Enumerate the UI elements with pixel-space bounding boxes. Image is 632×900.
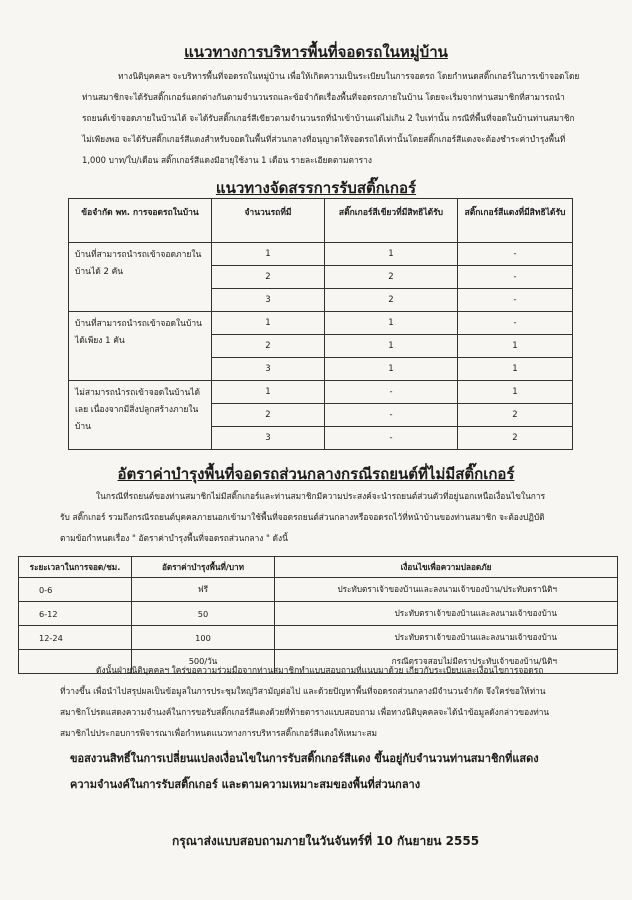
table-cell: 3 [212, 427, 325, 450]
table-cell: 1 [212, 381, 325, 404]
column-header: ระยะเวลาในการจอด/ชม. [19, 557, 132, 578]
column-header: เงื่อนไขเพื่อความปลอดภัย [275, 557, 618, 578]
table-cell: - [458, 289, 573, 312]
intro-line: ไม่เพียงพอ จะได้รับสติ๊กเกอร์สีแดงสำหรับจอดในพื้นที่ส่วนกลางที่อนุญาตให้จอดรถได้เท่านั้นโดยสติ๊กเกอร์สีแดงจะต้องชำระค่าบำรุงพื้นที่ [82, 134, 566, 144]
intro-paragraph [82, 66, 602, 171]
category-cell: ไม่สามารถนำรถเข้าจอดในบ้านได้เลย เนื่องจากมีสิ่งปลูกสร้างภายในบ้าน [69, 381, 212, 450]
table-cell: - [458, 243, 573, 266]
table-cell: 2 [325, 266, 458, 289]
table-header-row [69, 199, 573, 243]
table-cell: - [458, 312, 573, 335]
table-cell: 3 [212, 358, 325, 381]
table-row [69, 381, 573, 404]
category-cell: บ้านที่สามารถนำรถเข้าจอดภายในบ้านได้ 2 คัน [69, 243, 212, 312]
intro-line: ทางนิติบุคคลฯ จะบริหารพื้นที่จอดรถในหมู่บ้าน เพื่อให้เกิดความเป็นระเบียบในการจอดรถ โดยกำหนดสติ๊กเกอร์ในการเข้าจอดโดย [118, 71, 580, 81]
table-cell: 1 [325, 312, 458, 335]
column-header: จำนวนรถที่มี [212, 199, 325, 243]
table-cell: 2 [212, 404, 325, 427]
table-cell: 2 [458, 404, 573, 427]
table-cell: 2 [325, 289, 458, 312]
table-cell: 2 [458, 427, 573, 450]
table-cell: 1 [325, 335, 458, 358]
table-cell: ฟรี [132, 578, 275, 602]
column-header: ข้อจำกัด พท. การจอดรถในบ้าน [69, 199, 212, 243]
fee-section-title: อัตราค่าบำรุงพื้นที่จอดรถส่วนกลางกรณีรถยนต์ที่ไม่มีสติ๊กเกอร์ [117, 465, 515, 483]
intro-line: รถยนต์เข้าจอดภายในบ้านได้ จะได้รับสติ๊กเกอร์สีเขียวตามจำนวนรถที่นำเข้าบ้านแต่ไม่เกิน 2 ใบเท่านั้น กรณีที่พื้นที่จอดในบ้านท่านสมาชิก [82, 113, 575, 123]
closing-line: ดังนั้นฝ่ายนิติบุคคลฯ ใคร่ขอความร่วมมือจากท่านสมาชิกทำแบบสอบถามที่แนบมาด้วย เกี่ยวกับระเบียบและเงื่อนไขการจอดรถ [96, 665, 544, 675]
table-cell: 500/วัน [132, 650, 275, 674]
closing-line: สมาชิกไปประกอบการพิจารณาเพื่อกำหนดแนวทางการบริหารสติ๊กเกอร์สีแดงให้เหมาะสม [60, 728, 378, 738]
notice-line: ความจำนงค์ในการรับสติ๊กเกอร์ และตามความเหมาะสมของพื้นที่ส่วนกลาง [70, 778, 421, 791]
table-row [69, 243, 573, 266]
intro-line: ท่านสมาชิกจะได้รับสติ๊กเกอร์แตกต่างกันตามจำนวนรถและข้อจำกัดเรื่องพื้นที่จอดรถภายในบ้าน โดยจะเริ่มจากท่านสมาชิกที่สามารถนำ [82, 92, 565, 102]
table-cell: ประทับตราเจ้าของบ้านและลงนามเจ้าของบ้าน/ประทับตรานิติฯ [275, 578, 618, 602]
table-cell: - [458, 266, 573, 289]
table-cell: 1 [325, 243, 458, 266]
closing-line: สมาชิกโปรดแสดงความจำนงค์ในการขอรับสติ๊กเกอร์สีแดงด้วยที่ท้ายตารางแบบสอบถาม เพื่อทางนิติบุคคลจะได้นำข้อมูลดังกล่าวของท่าน [60, 707, 550, 717]
table-cell: - [325, 381, 458, 404]
fee-intro-line: รับ สติ๊กเกอร์ รวมถึงกรณีรถยนต์บุคคลภายนอกเข้ามาใช้พื้นที่จอดรถยนต์ส่วนกลางหรือจอดรถไว้ที่หน้าบ้านของท่านสมาชิก จะต้องปฏิบัติ [60, 512, 545, 522]
submission-deadline: กรุณาส่งแบบสอบถามภายในวันจันทร์ที่ 10 กันยายน 2555 [172, 834, 480, 848]
table-cell: 2 [212, 266, 325, 289]
column-header: สติ๊กเกอร์สีเขียวที่มีสิทธิได้รับ [325, 199, 458, 243]
table-cell: 1 [458, 358, 573, 381]
table-row [19, 578, 618, 602]
fee-intro-paragraph [60, 486, 605, 549]
table-row [19, 602, 618, 626]
table-cell: 1 [212, 312, 325, 335]
table-cell: - [325, 427, 458, 450]
table-cell: 1 [458, 381, 573, 404]
closing-line: ที่วางขึ้น เพื่อนำไปสรุปผลเป็นข้อมูลในการประชุมใหญ่วิสามัญต่อไป และด้วยปัญหาพื้นที่จอดรถส่วนกลางมีจำนวนจำกัด จึงใคร่ขอให้ท่าน [60, 686, 546, 696]
reservation-notice [70, 746, 610, 798]
column-header: สติ๊กเกอร์สีแดงที่มีสิทธิได้รับ [458, 199, 573, 243]
table-cell: 6-12 [19, 602, 132, 626]
category-cell: บ้านที่สามารถนำรถเข้าจอดในบ้านได้เพียง 1 คัน [69, 312, 212, 381]
document-title: แนวทางการบริหารพื้นที่จอดรถในหมู่บ้าน [184, 43, 448, 61]
table-cell: กรณีตรวจสอบไม่มีตราประทับเจ้าของบ้าน/นิติฯ [275, 650, 618, 674]
table-cell: ประทับตราเจ้าของบ้านและลงนามเจ้าของบ้าน [275, 626, 618, 650]
closing-paragraph [60, 660, 605, 744]
sticker-section-title: แนวทางจัดสรรการรับสติ๊กเกอร์ [215, 179, 417, 197]
table-cell: ประทับตราเจ้าของบ้านและลงนามเจ้าของบ้าน [275, 602, 618, 626]
fee-intro-line: ตามข้อกำหนดเรื่อง " อัตราค่าบำรุงพื้นที่จอดรถส่วนกลาง " ดังนี้ [60, 533, 288, 543]
table-cell: 100 [132, 626, 275, 650]
table-cell: 1 [325, 358, 458, 381]
sticker-allocation-table [68, 198, 573, 450]
table-row [69, 312, 573, 335]
table-cell: 50 [132, 602, 275, 626]
table-cell: 3 [212, 289, 325, 312]
table-cell: 0-6 [19, 578, 132, 602]
fee-intro-line: ในกรณีที่รถยนต์ของท่านสมาชิกไม่มีสติ๊กเกอร์และท่านสมาชิกมีความประสงค์จะนำรถยนต์ส่วนตัวที่อยู่นอกเหนือเงื่อนไขในการ [96, 491, 546, 501]
table-row [19, 626, 618, 650]
table-cell: 1 [458, 335, 573, 358]
fee-rate-table [18, 556, 618, 674]
table-cell: 2 [212, 335, 325, 358]
notice-line: ขอสงวนสิทธิ์ในการเปลี่ยนแปลงเงื่อนไขในการรับสติ๊กเกอร์สีแดง ขึ้นอยู่กับจำนวนท่านสมาชิกที่แสดง [70, 752, 539, 765]
column-header: อัตราค่าบำรุงพื้นที่/บาท [132, 557, 275, 578]
intro-line: 1,000 บาท/ใบ/เดือน สติ๊กเกอร์สีแดงมีอายุใช้งาน 1 เดือน รายละเอียดตามตาราง [82, 155, 372, 165]
table-cell: 1 [212, 243, 325, 266]
table-header-row [19, 557, 618, 578]
table-cell: - [325, 404, 458, 427]
table-cell: 12-24 [19, 626, 132, 650]
